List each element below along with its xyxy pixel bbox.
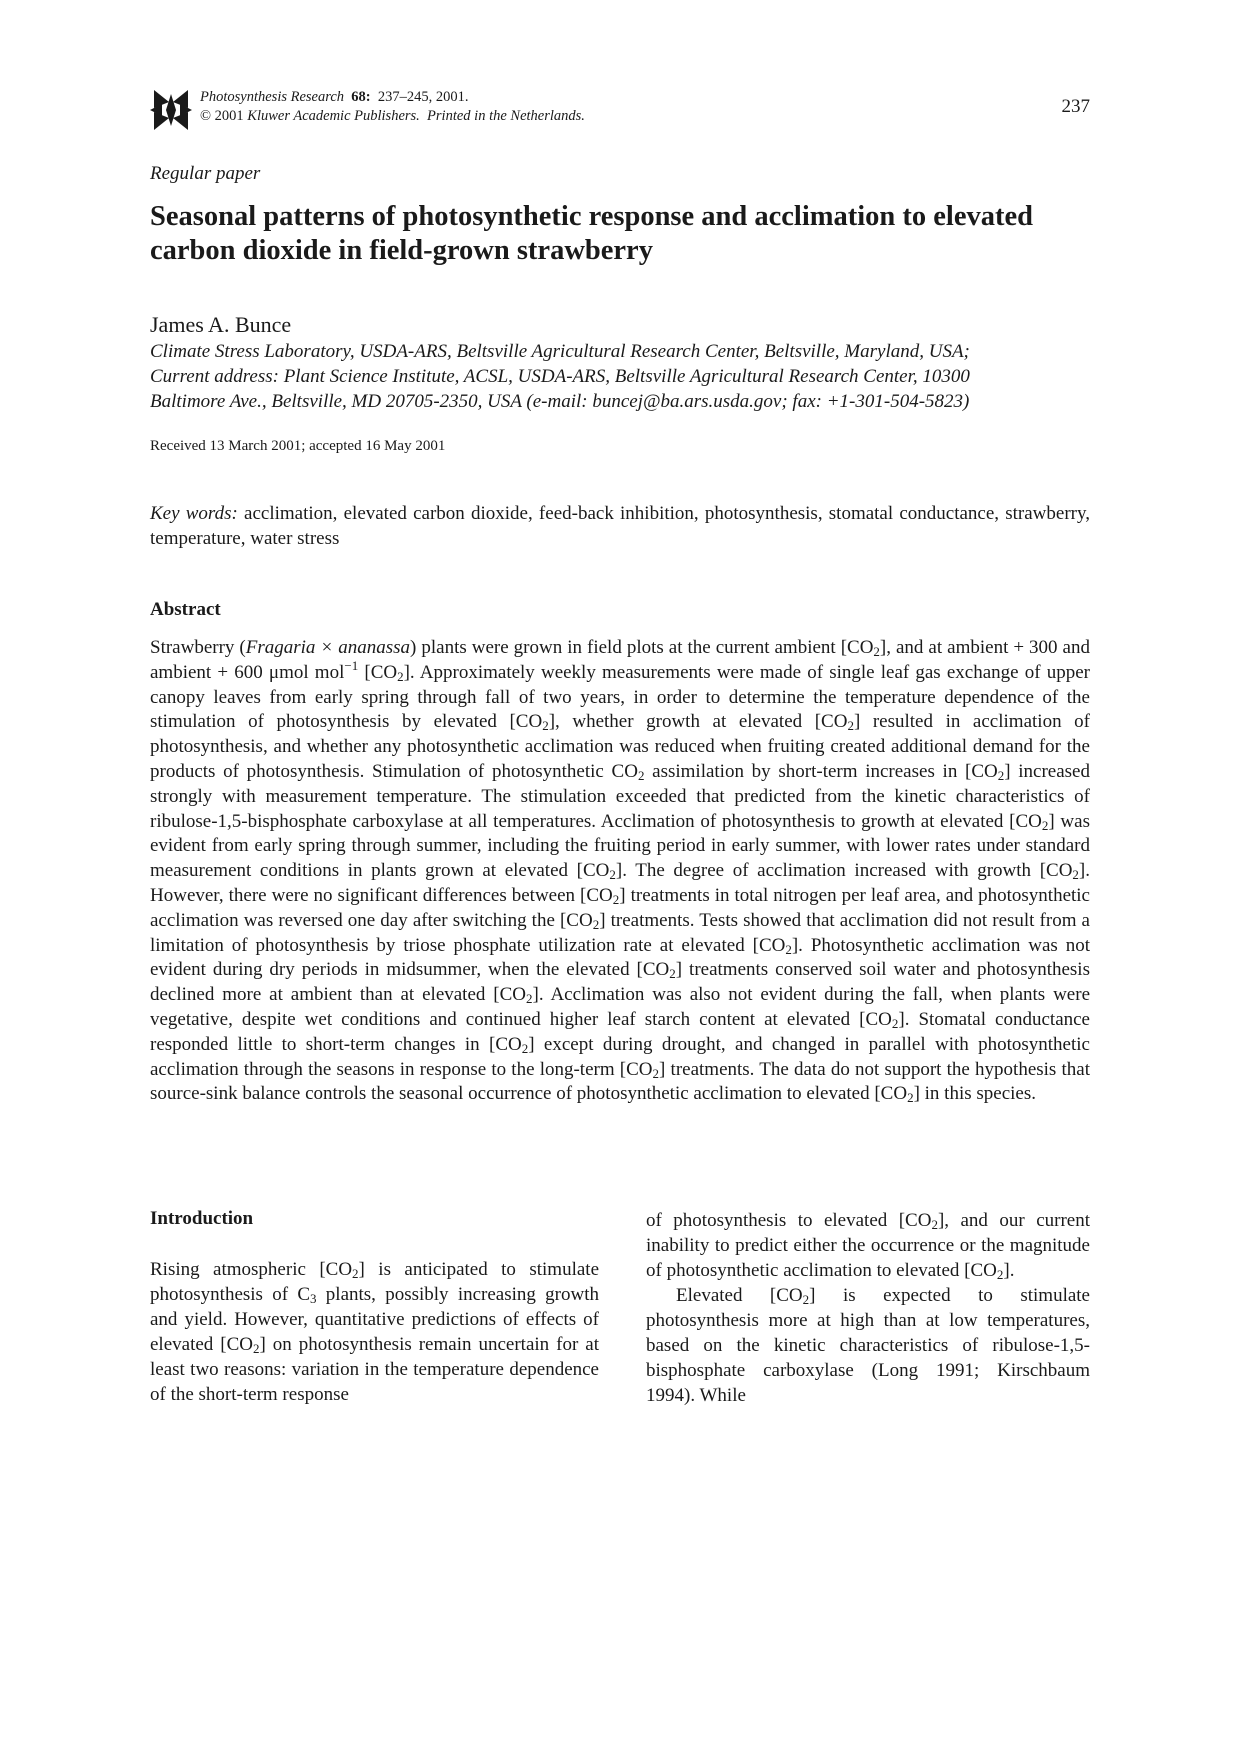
introduction-right-column — [646, 1208, 1090, 1408]
journal-citation — [200, 88, 585, 126]
introduction-paragraph-1: Rising atmospheric $[CO_2]$ is anticipated to stimulate photosynthesis of $C_3$ plants, possibly increasing growth and yield. However, quantitative predictions of effects of elevated $[CO_2]$ on photosynthesis remain uncertain for at least two reasons: variation in the temperature dependence of the short-term response — [150, 1259, 600, 1405]
keywords — [150, 501, 1090, 551]
received-dates: Received 13 March 2001; accepted 16 May 2001 — [150, 438, 446, 454]
page-number: 237 — [1061, 96, 1090, 117]
journal-name: Photosynthesis Research — [200, 89, 345, 105]
journal-volume: 68: — [351, 89, 371, 105]
abstract-paragraph: Strawberry (Fragaria × ananassa) plants were grown in field plots at the current ambient $[CO_2]$, and at ambient + 300 and ambient + 600 μmol mol$^{-1}$ $[CO_2]$. Approximately weekly measurements were made of single leaf gas exchange of upper canopy leaves from early spring through fall of two years, in order to determine the temperature dependence of the stimulation of photosynthesis by elevated $[CO_2]$, whether growth at elevated $[CO_2]$ resulted in acclimation of photosynthesis, and whether any photosynthetic acclimation was reduced when fruiting created additional demand for the products of photosynthesis. Stimulation of photosynthetic $CO_2$ assimilation by short-term increases in $[CO_2]$ increased strongly with measurement temperature. The stimulation exceeded that predicted from the kinetic characteristics of ribulose-1,5-bisphosphate carboxylase at all temperatures. Acclimation of photosynthesis to growth at elevated $[CO_2]$ was evident from early spring through summer, including the fruiting period in early summer, with lower rates under standard measurement conditions in plants grown at elevated $[CO_2]$. The degree of acclimation increased with growth $[CO_2]$. However, there were no significant differences between $[CO_2]$ treatments in total nitrogen per leaf area, and photosynthetic acclimation was reversed one day after switching the $[CO_2]$ treatments. Tests showed that acclimation did not result from a limitation of photosynthesis by triose phosphate utilization rate at elevated $[CO_2]$. Photosynthetic acclimation was not evident during dry periods in midsummer, when the elevated $[CO_2]$ treatments conserved soil water and photosynthesis declined more at ambient than at elevated $[CO_2]$. Acclimation was also not evident during the fall, when plants were vegetative, despite wet conditions and continued higher leaf starch content at elevated $[CO_2]$. Stomatal conductance responded little to short-term changes in $[CO_2]$ except during drought, and changed in parallel with photosynthetic acclimation through the seasons in response to the long-term $[CO_2]$ treatments. The data do not support the hypothesis that source-sink balance controls the seasonal occurrence of photosynthetic acclimation to elevated $[CO_2]$ in this species. — [150, 637, 1090, 1106]
publisher-name: Kluwer Academic Publishers. — [247, 108, 420, 124]
introduction-paragraph-1-continued: of photosynthesis to elevated $[CO_2]$, and our current inability to predict either the occurrence or the magnitude of photosynthetic acclimation to elevated $[CO_2]$. — [646, 1210, 1090, 1282]
journal-pages: 237–245, 2001. — [377, 89, 469, 105]
keywords-text: acclimation, elevated carbon dioxide, feed-back inhibition, photosynthesis, stomatal conductance, strawberry, temperature, water stress — [150, 503, 1090, 549]
species-name: Fragaria × ananassa — [245, 637, 411, 658]
abstract-heading: Abstract — [150, 599, 221, 620]
author-name: James A. Bunce — [150, 312, 292, 337]
keywords-label: Key words: — [150, 503, 238, 524]
affiliation-line-2: Current address: Plant Science Institute, ACSL, USDA-ARS, Beltsville Agricultural Research Center, 10300 — [150, 366, 970, 387]
affiliation-line-3: Baltimore Ave., Beltsville, MD 20705-2350, USA (e-mail: buncej@ba.ars.usda.gov; fax: +1-301-504-5823) — [150, 391, 970, 412]
affiliation-line-1: Climate Stress Laboratory, USDA-ARS, Beltsville Agricultural Research Center, Beltsville, Maryland, USA; — [150, 341, 970, 362]
printed-location: Printed in the Netherlands. — [427, 108, 585, 124]
introduction-paragraph-2: Elevated $[CO_2]$ is expected to stimulate photosynthesis more at high than at low temperatures, based on the kinetic characteristics of ribulose-1,5-bisphosphate carboxylase (Long 1991; Kirschbaum 1994). While — [646, 1285, 1090, 1406]
paper-type: Regular paper — [150, 163, 261, 184]
kluwer-publisher-logo — [150, 88, 192, 132]
introduction-heading: Introduction — [150, 1208, 254, 1229]
journal-header — [150, 86, 1090, 132]
introduction-left-column — [150, 1257, 599, 1407]
copyright-year: © 2001 — [200, 108, 244, 124]
abstract-body — [150, 636, 1090, 1107]
paper-title: Seasonal patterns of photosynthetic response and acclimation to elevated carbon dioxide in field-grown strawberry — [150, 201, 1033, 266]
author-affiliation — [150, 339, 1090, 414]
